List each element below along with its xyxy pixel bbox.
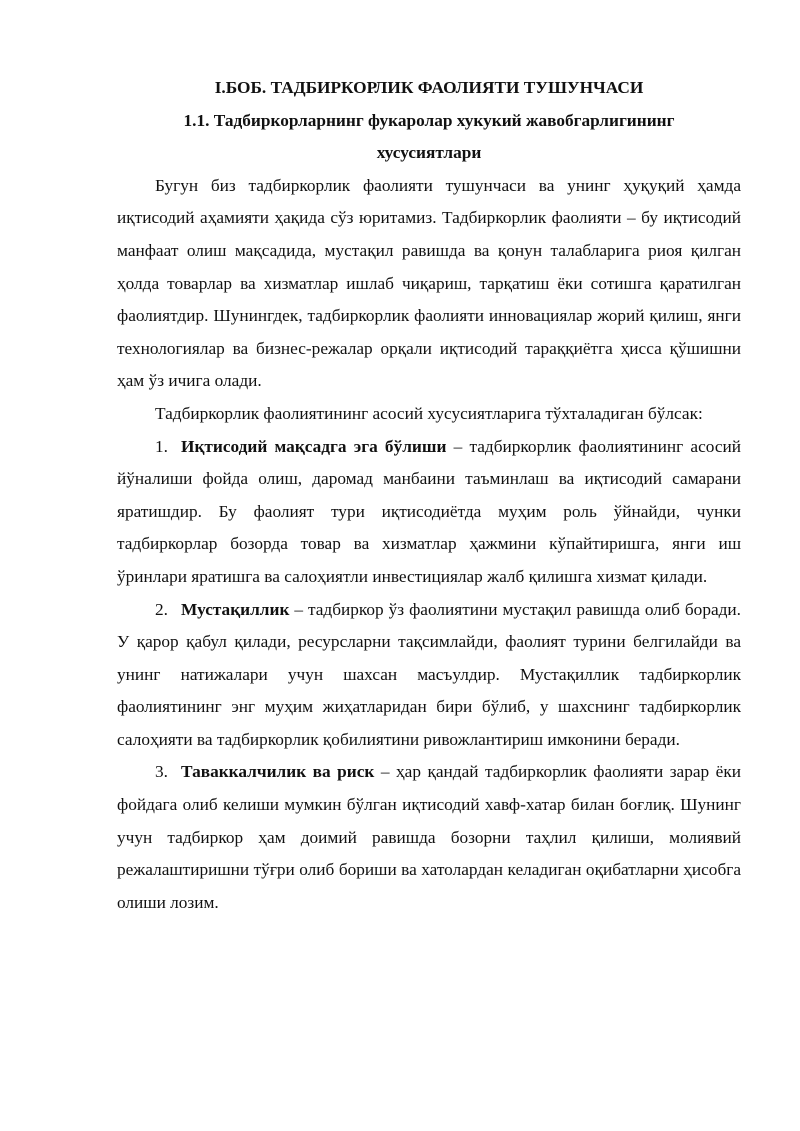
- chapter-title: I.БОБ. ТАДБИРКОРЛИК ФАОЛИЯТИ ТУШУНЧАСИ: [214, 78, 644, 97]
- intro-paragraph: Бугун биз тадбиркорлик фаолияти тушунчаси ва унинг ҳуқуқий ҳамда иқтисодий аҳамияти ҳақида сўз юритамиз. Тадбиркорлик фаолияти – бу иқтисодий манфаат олиш мақсадида, мустақил равишда ва қонун талабларига риоя қилган ҳолда товарлар ва хизматлар ишлаб чиқариш, тарқатиш ёки сотишга қаратилган фаолиятдир. Шунингдек, тадбиркорлик фаолияти инновациялар жорий қилиш, янги технологиялар ва бизнес-режалар орқали иқтисодий тараққиётга ҳисса қўшишни ҳам ўз ичига олади.: [117, 175, 741, 391]
- section-title-line-1: 1.1. Тадбиркорларнинг фукаролар хукукий жавобгарлигининг: [183, 110, 675, 130]
- list-item-number: 2.: [155, 599, 168, 619]
- list-item-term: Мустақиллик: [181, 599, 290, 619]
- list-item-risk: [117, 756, 741, 919]
- section-title-line-2: хусусиятлари: [376, 143, 482, 163]
- features-lead-paragraph: Тадбиркорлик фаолиятининг асосий хусусиятларига тўхталадиган бўлсак:: [155, 403, 703, 423]
- document-body: [117, 72, 741, 919]
- list-item-text: – ҳар қандай тадбиркорлик фаолияти зарар ёки фойдага олиб келиши мумкин бўлган иқтисодий хавф-хатар билан боғлиқ. Шунинг учун тадбиркор ҳам доимий равишда бозорни таҳлил қилиши, молиявий режалаштиришни тўғри олиб бориши ва хатолардан келадиган оқибатларни ҳисобга олиши лозим.: [117, 762, 741, 912]
- list-item-number: 3.: [155, 762, 168, 782]
- section-title: [117, 105, 741, 170]
- list-item-independence: [117, 594, 741, 757]
- list-item-number: 1.: [155, 436, 168, 456]
- list-item-text: – тадбиркорлик фаолиятининг асосий йўналиши фойда олиш, даромад манбаини таъминлаш ва иқтисодий самарани яратишдир. Бу фаолият тури иқтисодиётда муҳим роль ўйнайди, чунки тадбиркорлар бозорда товар ва хизматлар ҳажмини кўпайтиришга, янги иш ўринлари яратишга ва салоҳиятли инвестициялар жалб қилишга хизмат қилади.: [117, 436, 742, 586]
- list-item-term: Иқтисодий мақсадга эга бўлиши: [181, 436, 447, 456]
- list-item-text: – тадбиркор ўз фаолиятини мустақил равишда олиб боради. У қарор қабул қилади, ресурсларни тақсимлайди, фаолият турини белгилайди ва унинг натижалари учун шахсан масъулдир. Мустақиллик тадбиркорлик фаолиятининг энг муҳим жиҳатларидан бири бўлиб, у шахснинг тадбиркорлик салоҳияти ва тадбиркорлик қобилиятини ривожлантириш имконини беради.: [117, 599, 741, 749]
- list-item-economic-purpose: [117, 431, 741, 594]
- list-item-term: Таваккалчилик ва риск: [181, 762, 375, 782]
